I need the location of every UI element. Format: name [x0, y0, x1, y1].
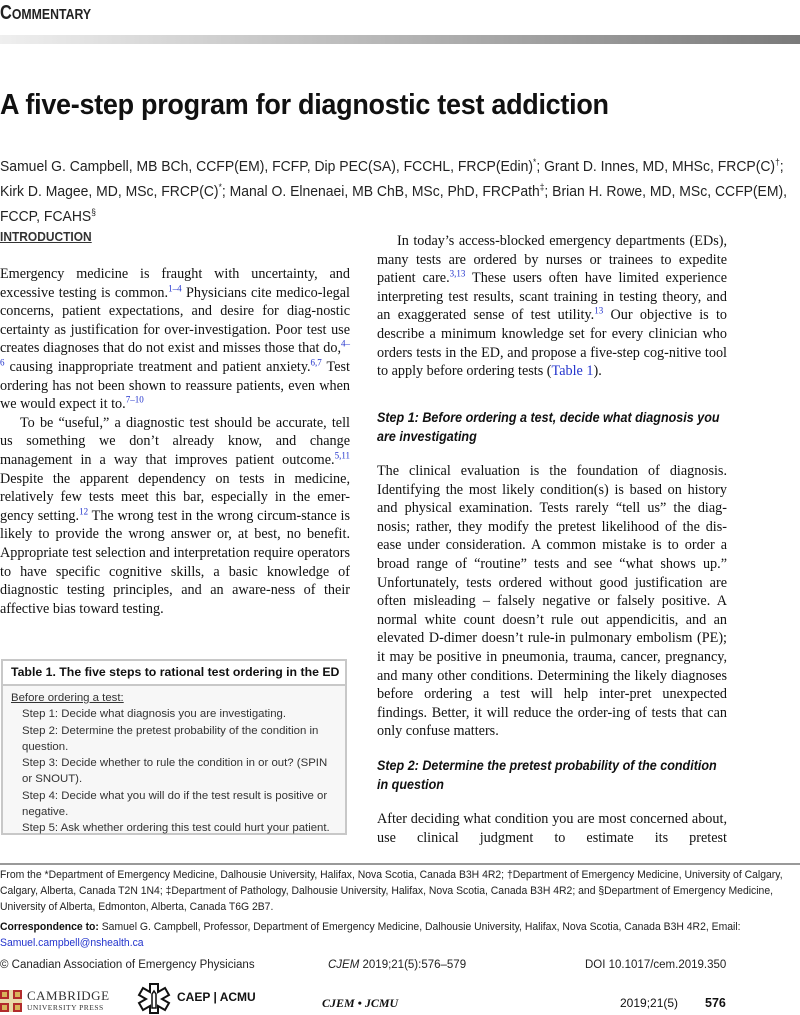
journal-abbrev: CJEM	[328, 959, 360, 971]
author: Grant D. Innes, MD, MHSc, FRCP(C)	[544, 158, 776, 175]
footnote-divider	[0, 863, 800, 865]
author-affil-mark: §	[91, 207, 96, 217]
email-link[interactable]: Samuel.campbell@nshealth.ca	[0, 937, 144, 949]
reference-link[interactable]: 3,13	[449, 268, 466, 279]
intro-paragraph-3	[377, 232, 727, 381]
reference-link[interactable]: 6,7	[310, 357, 322, 368]
table-title: Table 1. The five steps to rational test ordering in the ED	[3, 661, 345, 686]
caep-star-of-life-icon	[137, 982, 171, 1014]
author: Brian H. Rowe, MD, MSc, CCFP(EM), FCCP, FCAHS	[0, 183, 788, 225]
intro-paragraph-2	[0, 414, 350, 619]
copyright: © Canadian Association of Emergency Physicians	[0, 959, 255, 971]
author-affil-mark: *	[218, 182, 222, 192]
text: ).	[593, 363, 602, 380]
intro-paragraph-1	[0, 265, 350, 414]
step-2-paragraph: After deciding what condition you are most concerned about, use clinical judgment to estimate its pretest	[377, 811, 727, 846]
author: Kirk D. Magee, MD, MSc, FRCP(C)	[0, 183, 219, 200]
table-step: Step 1: Decide what diagnosis you are investigating.	[22, 708, 287, 721]
text: Emergency medicine is fraught with uncertainty, and excessive testing is common.	[0, 266, 350, 301]
article-title: A five-step program for diagnostic test addiction	[0, 89, 609, 121]
text: Our objective is to describe a minimum knowledge set for every clinician who orders tests in the ED, and propose a five-step cog-nitive tool to apply before ordering tests (	[377, 307, 727, 380]
table-step: Step 3: Decide whether to rule the condition in or out? (SPIN or SNOUT).	[22, 757, 328, 786]
reference-link[interactable]: 4–6	[0, 338, 350, 368]
header-gradient-bar	[0, 35, 800, 44]
correspondence	[0, 919, 800, 951]
step-1-heading: Step 1: Before ordering a test, decide what diagnosis you are investigating	[377, 410, 720, 444]
section-label	[0, 2, 91, 25]
publisher-name: CAMBRIDGE	[27, 988, 110, 1003]
left-column	[0, 265, 350, 618]
table-step: Step 2: Determine the pretest probability of the condition in question.	[22, 724, 319, 753]
text: causing inappropriate treatment and patient anxiety.	[4, 358, 311, 375]
author-affil-mark: †	[775, 157, 780, 167]
author-list: Samuel G. Campbell, MB BCh, CCFP(EM), FCFP, Dip PEC(SA), FCCHL, FRCP(Edin)*; Grant D. Innes, MD, MHSc, FRCP(C)†; Kirk D. Magee, MD, MSc, FRCP(C)*; Manal O. Elnenaei, MB ChB, MSc, PhD, FRCPath‡; Brian H. Rowe, MD, MSc, CCFP(EM), FCCP, FCAHS§	[0, 157, 788, 225]
table-step: Step 5: Ask whether ordering this test could hurt your patient.	[22, 822, 330, 835]
reference-link[interactable]: 7–10	[125, 394, 144, 405]
section-heading-introduction: INTRODUCTION	[0, 229, 92, 244]
text: These users often have limited experience interpreting test results, scant training in testing theory, and an exaggerated sense of test utility.	[377, 270, 727, 324]
affiliations: From the *Department of Emergency Medicine, Dalhousie University, Halifax, Nova Scotia, Canada B3H 4R2; †Department of Emergency Medicine, University of Calgary, Calgary, Alberta, Canada T2N 1N4; ‡Department of Pathology, Dalhousie University, Halifax, Nova Scotia, Canada B3H 4R2; and §Department of Emergency Medicine, University of Alberta, Edmonton, Alberta, Canada T6G 2B7.	[0, 869, 783, 913]
page-number: 576	[705, 996, 726, 1010]
correspondence-label: Correspondence to:	[0, 921, 99, 933]
correspondence-text: Samuel G. Campbell, Professor, Department of Emergency Medicine, Dalhousie University, Halifax, Nova Scotia, Canada B3H 4R2, Email:	[98, 921, 741, 933]
reference-link[interactable]: 13	[594, 305, 604, 316]
text: Physicians cite medico-legal concerns, patient expectations, and desire for diag-nostic certainty as justification for over-investigation. Poor test use creates diagnoses that do not exist and misses those that do,	[0, 284, 350, 357]
table-step: Step 4: Decide what you will do if the test result is positive or negative.	[22, 789, 328, 819]
text: Test ordering has not been shown to reassure patients, even when we would expect it to.	[0, 358, 350, 413]
table-1-link[interactable]: Table 1	[551, 363, 594, 380]
author-affil-mark: *	[533, 157, 537, 167]
table-1	[1, 659, 347, 835]
table-body	[3, 686, 345, 841]
text: To be “useful,” a diagnostic test should be accurate, tell us something we don’t already know, and change management in a way that improves patient outcome.	[0, 414, 350, 468]
reference-link[interactable]: 12	[79, 505, 89, 516]
doi[interactable]: DOI 10.1017/cem.2019.350	[585, 959, 727, 971]
publisher-subname: UNIVERSITY PRESS	[27, 1003, 104, 1012]
society-name: CAEP | ACMU	[177, 990, 256, 1004]
section-label-initial: C	[0, 2, 12, 24]
author: Samuel G. Campbell, MB BCh, CCFP(EM), FCFP, Dip PEC(SA), FCCHL, FRCP(Edin)	[0, 158, 534, 175]
step-2-heading: Step 2: Determine the pretest probability of the condition in question	[377, 758, 717, 792]
step-1-body	[377, 462, 727, 741]
step-1-paragraph: The clinical evaluation is the foundation of diagnosis. Identifying the most likely condition(s) is based on history and physical examination. Tests rarely “tell us” the diag-nosis; rather, they modify the pretest likelihood of the dis-ease under consideration. A common mistake is to order a broad range of “routine” tests and see “what shows up.” Unfortunately, tests ordered without good justification are often misleading – falsely negative or falsely positive. A normal white count doesn’t rule out appendicitis, and an elevated D-dimer doesn’t rule-in pulmonary embolism (PE); it may be positive in pneumonia, trauma, cancer, pregnancy, and many other conditions. Determining the likely diagnoses before ordering a test will help inter-pret unexpected findings. Better, it will reduce the order-ing of tests that can only confuse matters.	[377, 463, 727, 740]
journal-citation	[328, 959, 466, 971]
step-2-body	[377, 810, 727, 847]
author: Manal O. Elnenaei, MB ChB, MSc, PhD, FRCPath	[229, 183, 540, 200]
right-column	[377, 232, 727, 381]
section-label-rest: OMMENTARY	[11, 6, 92, 23]
text: Despite the apparent dependency on tests in medicine, relatively few tests meet this bar, especially in the emer-gency setting.	[0, 470, 350, 524]
text: The wrong test in the wrong circum-stance is likely to provide the wrong answer or, at best, no benefit. Appropriate test selection and interpretation require operators to have specific cognitive skills, a basic knowledge of diagnostic testing principles, and an aware-ness of their affective bias toward testing.	[0, 507, 350, 617]
cambridge-shield-icon	[0, 990, 22, 1012]
table-subtitle: Before ordering a test:	[11, 692, 124, 704]
reference-link[interactable]: 1–4	[168, 282, 182, 293]
citation-text: 2019;21(5):576–579	[359, 959, 467, 971]
reference-link[interactable]: 5,11	[334, 450, 350, 461]
volume-issue: 2019;21(5)	[620, 996, 679, 1010]
journal-footer: CJEM • JCMU	[322, 996, 399, 1010]
text: In today’s access-blocked emergency departments (EDs), many tests are ordered by nurses or trainees to expedite patient care.	[377, 233, 727, 287]
author-affil-mark: ‡	[539, 182, 545, 192]
